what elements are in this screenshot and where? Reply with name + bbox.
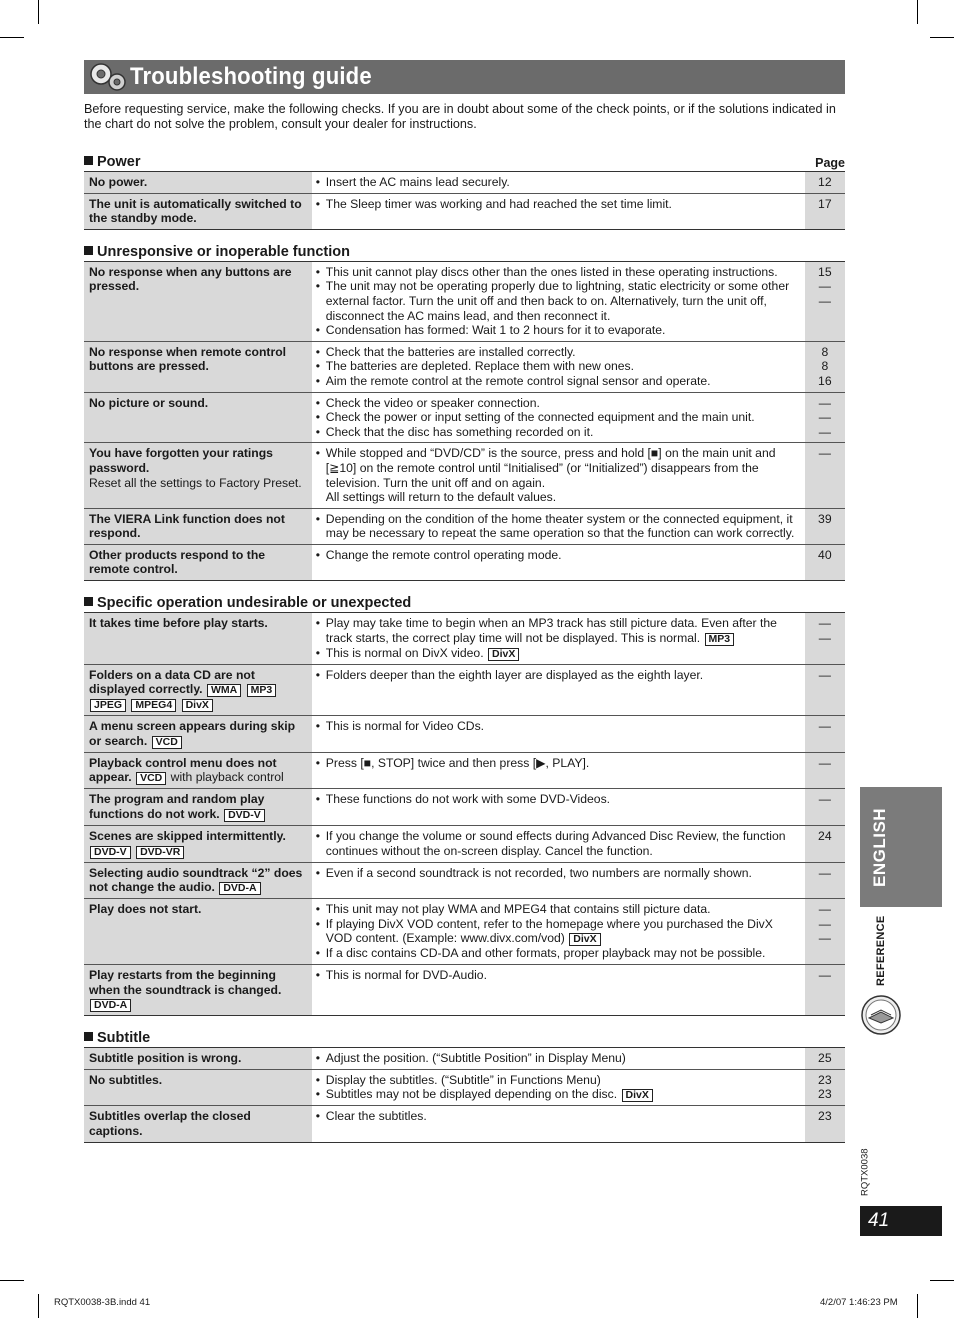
solution-cell <box>312 172 805 194</box>
problem-text: Folders on a data CD are not displayed correctly. <box>89 667 255 697</box>
table-row <box>84 1048 845 1070</box>
page-ref: — <box>818 931 831 946</box>
problem-cell <box>84 261 312 341</box>
square-bullet-icon <box>84 597 93 606</box>
solution-text: This is normal for Video CDs. <box>325 719 485 734</box>
problem-cell <box>84 613 312 665</box>
page-ref-cell <box>805 789 845 826</box>
page-ref: — <box>818 616 831 631</box>
solution-item <box>316 446 800 504</box>
page-ref: 39 <box>818 511 832 526</box>
table-row <box>84 1106 845 1142</box>
gear-icon <box>88 60 128 94</box>
solution-list <box>316 512 800 541</box>
page-column-label: Page <box>815 156 845 170</box>
page-ref: 23 <box>818 1087 832 1102</box>
crop-mark <box>38 1294 39 1318</box>
section-header <box>84 591 845 611</box>
page-ref: — <box>818 902 831 917</box>
solution-text: This unit may not play WMA and MPEG4 that contains still picture data. <box>325 902 711 917</box>
page-ref: — <box>818 719 831 734</box>
problem-cell <box>84 193 312 229</box>
page-ref: 8 <box>821 344 829 359</box>
solution-list <box>316 1109 800 1124</box>
page-ref: — <box>818 667 831 682</box>
solution-cell <box>312 716 805 753</box>
solution-item <box>316 1087 800 1102</box>
page-ref: — <box>818 792 831 807</box>
solution-item <box>316 1109 800 1124</box>
page-ref: — <box>818 279 831 294</box>
problem-text: No response when any buttons are pressed. <box>89 264 292 294</box>
solution-cell <box>312 965 805 1016</box>
table-row <box>84 965 845 1016</box>
disc-format-tag: MP3 <box>705 633 735 646</box>
page-ref: 23 <box>818 1109 832 1124</box>
solution-text: Condensation has formed: Wait 1 to 2 hours for it to evaporate. <box>325 323 666 338</box>
table-row <box>84 341 845 392</box>
section-title-text: Specific operation undesirable or unexpected <box>97 595 412 612</box>
problem-cell <box>84 752 312 789</box>
page-ref: 15 <box>818 264 832 279</box>
solution-item <box>316 792 800 807</box>
problem-cell <box>84 664 312 716</box>
page-ref: — <box>818 865 831 880</box>
solution-text: Adjust the position. (“Subtitle Position” in Display Menu) <box>325 1051 626 1066</box>
solution-text: This unit cannot play discs other than the ones listed in these operating instructions. <box>325 264 778 279</box>
solution-list <box>316 829 800 858</box>
page-ref-cell <box>805 664 845 716</box>
troubleshooting-content <box>84 150 845 1143</box>
problem-cell <box>84 1106 312 1142</box>
page-ref-cell <box>805 341 845 392</box>
solution-list <box>316 175 800 190</box>
page-ref: — <box>818 410 831 425</box>
crop-mark <box>930 37 954 38</box>
problem-text: Subtitle position is wrong. <box>89 1051 242 1066</box>
solution-text: If you change the volume or sound effects during Advanced Disc Review, the function continues without the on-screen display. Cancel the function. <box>325 829 786 858</box>
page-ref-cell <box>805 261 845 341</box>
section-header <box>84 240 845 260</box>
page-ref: — <box>818 395 831 410</box>
solution-text: Clear the subtitles. <box>325 1109 427 1124</box>
solution-list <box>316 616 800 661</box>
page-ref-cell <box>805 716 845 753</box>
solution-text: If a disc contains CD-DA and other formats, proper playback may not be possible. <box>325 946 766 961</box>
problem-text: Subtitles overlap the closed captions. <box>89 1109 251 1138</box>
disc-format-tag: JPEG <box>90 699 126 712</box>
problem-text: The unit is automatically switched to the standby mode. <box>89 196 302 226</box>
table-row <box>84 613 845 665</box>
solution-cell <box>312 664 805 716</box>
table-row <box>84 862 845 899</box>
problem-cell <box>84 508 312 544</box>
solution-cell <box>312 443 805 508</box>
solution-item <box>316 425 800 440</box>
table-row <box>84 443 845 508</box>
table-row <box>84 261 845 341</box>
table-row <box>84 752 845 789</box>
problem-text: No power. <box>89 175 148 189</box>
solution-list <box>316 902 800 961</box>
problem-note: Reset all the settings to Factory Preset. <box>89 475 302 490</box>
solution-list <box>316 1051 800 1066</box>
section-header <box>84 1026 845 1046</box>
problem-cell <box>84 172 312 194</box>
problem-text: It takes time before play starts. <box>89 616 268 631</box>
solution-list <box>316 197 800 212</box>
page-title: Troubleshooting guide <box>130 63 372 90</box>
disc-format-tag: DVD-A <box>219 882 260 895</box>
table-row <box>84 508 845 544</box>
disc-format-tag: DivX <box>569 933 600 946</box>
troubleshooting-table <box>84 1047 845 1142</box>
solution-item <box>316 946 800 961</box>
page-ref-cell <box>805 1106 845 1142</box>
disc-format-tag: WMA <box>207 684 241 697</box>
page-ref: — <box>818 446 831 461</box>
disc-format-tag: MP3 <box>247 684 277 697</box>
disc-format-tag: MPEG4 <box>131 699 176 712</box>
solution-list <box>316 548 800 563</box>
solution-text: Folders deeper than the eighth layer are displayed as the eighth layer. <box>325 667 704 682</box>
page-ref: 40 <box>818 547 832 562</box>
disc-format-tag: DVD-VR <box>136 846 184 859</box>
problem-text: The VIERA Link function does not respond. <box>89 511 285 541</box>
page-ref: 24 <box>818 829 832 844</box>
problem-cell <box>84 862 312 899</box>
solution-item <box>316 866 800 881</box>
page-ref-cell <box>805 752 845 789</box>
page-ref: 23 <box>818 1072 832 1087</box>
page-ref: — <box>818 968 831 982</box>
crop-mark <box>0 1280 24 1281</box>
page-ref: 16 <box>818 373 832 388</box>
solution-item <box>316 917 800 947</box>
crop-mark <box>930 1280 954 1281</box>
problem-text: Other products respond to the remote control. <box>89 547 266 577</box>
solution-cell <box>312 1048 805 1070</box>
solution-cell <box>312 193 805 229</box>
problem-text: Selecting audio soundtrack “2” does not change the audio. <box>89 865 303 895</box>
problem-cell <box>84 341 312 392</box>
solution-cell <box>312 1106 805 1142</box>
table-row <box>84 899 845 965</box>
crop-mark <box>0 37 24 38</box>
solution-item <box>316 1073 800 1088</box>
problem-cell <box>84 1048 312 1070</box>
section-title-text: Subtitle <box>97 1030 151 1047</box>
problem-text: No response when remote control buttons are pressed. <box>89 344 287 374</box>
solution-cell <box>312 899 805 965</box>
solution-cell <box>312 613 805 665</box>
solution-text: These functions do not work with some DVD-Videos. <box>325 792 611 807</box>
problem-cell <box>84 443 312 508</box>
page-ref-cell <box>805 862 845 899</box>
solution-cell <box>312 862 805 899</box>
solution-list <box>316 1073 800 1103</box>
language-label: ENGLISH <box>870 807 889 887</box>
problem-text: Play restarts from the beginning when the soundtrack is changed. <box>89 968 282 997</box>
solution-text: Press [■, STOP] twice and then press [▶, PLAY]. <box>325 755 590 770</box>
solution-text: Display the subtitles. (“Subtitle” in Functions Menu) <box>325 1072 601 1087</box>
solution-list <box>316 866 800 881</box>
problem-cell <box>84 1069 312 1106</box>
page-ref-cell <box>805 1069 845 1106</box>
page-ref: — <box>818 293 831 308</box>
solution-item <box>316 197 800 212</box>
problem-text: Playback control menu does not appear. <box>89 755 277 785</box>
problem-cell <box>84 789 312 826</box>
solution-item <box>316 902 800 917</box>
solution-item <box>316 396 800 411</box>
problem-text: Play does not start. <box>89 902 202 917</box>
table-row <box>84 789 845 826</box>
solution-text: The Sleep timer was working and had reached the set time limit. <box>325 196 672 211</box>
troubleshooting-table <box>84 612 845 1016</box>
disc-format-tag: DivX <box>488 648 519 661</box>
page-ref-cell <box>805 392 845 443</box>
solution-item <box>316 1051 800 1066</box>
solution-item <box>316 829 800 858</box>
solution-text: Play may take time to begin when an MP3 track has still picture data. Even after the track starts, the correct play time will not be displayed. This is normal. <box>325 616 777 645</box>
solution-list <box>316 265 800 338</box>
solution-text: The unit may not be operating properly due to lightning, static electricity or some other external factor. Turn the unit off and then back to on. Alternatively, turn the unit off, disconnect the AC mains lead, and then reconnect it. <box>325 279 790 323</box>
troubleshooting-table <box>84 261 845 581</box>
square-bullet-icon <box>84 1032 93 1041</box>
solution-item <box>316 719 800 734</box>
solution-cell <box>312 789 805 826</box>
intro-text: Before requesting service, make the following checks. If you are in doubt about some of the check points, or if the solutions indicated in the chart do not solve the problem, consult your dealer for instructions. <box>84 102 836 131</box>
section-title <box>84 595 411 611</box>
solution-list <box>316 345 800 389</box>
disc-format-tag: DVD-V <box>90 846 131 859</box>
solution-text: Subtitles may not be displayed depending on the disc. <box>325 1087 618 1102</box>
crop-mark <box>38 0 39 24</box>
page-ref: 12 <box>818 175 832 189</box>
table-row <box>84 716 845 753</box>
table-row <box>84 193 845 229</box>
solution-cell <box>312 752 805 789</box>
solution-text: The batteries are depleted. Replace them with new ones. <box>325 359 635 374</box>
table-row <box>84 664 845 716</box>
problem-text: No subtitles. <box>89 1072 163 1087</box>
square-bullet-icon <box>84 246 93 255</box>
footer-file: RQTX0038-3B.indd 41 <box>54 1297 151 1308</box>
solution-item <box>316 512 800 541</box>
solution-cell <box>312 508 805 544</box>
solution-item <box>316 374 800 389</box>
solution-item <box>316 646 800 661</box>
page-ref: — <box>818 755 831 770</box>
solution-list <box>316 446 800 504</box>
disc-format-tag: DivX <box>622 1089 653 1102</box>
table-row <box>84 544 845 580</box>
book-icon <box>860 994 902 1036</box>
solution-item <box>316 345 800 360</box>
solution-text: Depending on the condition of the home theater system or the connected equipment, it may be necessary to repeat the same operation so that the function can work correctly. <box>325 511 795 541</box>
solution-item <box>316 279 800 323</box>
solution-item <box>316 548 800 563</box>
solution-item <box>316 968 800 983</box>
page-ref-cell <box>805 443 845 508</box>
page-ref-cell <box>805 1048 845 1070</box>
crop-mark <box>917 0 918 24</box>
solution-item <box>316 668 800 683</box>
solution-list <box>316 756 800 771</box>
problem-text: No picture or sound. <box>89 395 209 410</box>
solution-text: This is normal on DivX video. <box>325 645 484 660</box>
solution-cell <box>312 392 805 443</box>
problem-cell <box>84 544 312 580</box>
footer-date: 4/2/07 1:46:23 PM <box>820 1297 898 1308</box>
page-ref-cell <box>805 172 845 194</box>
solution-item <box>316 359 800 374</box>
page-ref: — <box>818 916 831 931</box>
solution-list <box>316 396 800 440</box>
solution-text: Even if a second soundtrack is not recorded, two numbers are normally shown. <box>325 865 752 880</box>
solution-text: Change the remote control operating mode. <box>325 547 562 562</box>
table-row <box>84 826 845 863</box>
solution-item <box>316 323 800 338</box>
crop-mark <box>917 1294 918 1318</box>
disc-format-tag: DVD-A <box>90 999 131 1012</box>
solution-cell <box>312 544 805 580</box>
title-bar <box>84 60 845 94</box>
solution-list <box>316 792 800 807</box>
solution-text: Check the video or speaker connection. <box>325 395 540 410</box>
problem-cell <box>84 965 312 1016</box>
disc-format-tag: VCD <box>152 736 182 749</box>
problem-text: A menu screen appears during skip or search. <box>89 719 296 748</box>
problem-cell <box>84 899 312 965</box>
solution-text: Check the power or input setting of the connected equipment and the main unit. <box>325 410 755 425</box>
solution-text: Aim the remote control at the remote control signal sensor and operate. <box>325 373 711 388</box>
problem-cell <box>84 716 312 753</box>
page-ref-cell <box>805 613 845 665</box>
problem-text: The program and random play functions do not work. <box>89 792 265 822</box>
solution-cell <box>312 341 805 392</box>
solution-text: This is normal for DVD-Audio. <box>325 968 487 982</box>
table-row <box>84 172 845 194</box>
solution-list <box>316 719 800 734</box>
page-ref: 25 <box>818 1051 832 1066</box>
page-ref: — <box>818 424 831 439</box>
problem-text: You have forgotten your ratings password. <box>89 446 273 475</box>
page-ref: 17 <box>818 196 832 211</box>
solution-text: While stopped and “DVD/CD” is the source, press and hold [■] on the main unit and [≧10] on the remote control until “Initialised” (or “Initialized”) disappears from the television. Turn the unit off and on again. All settings will return to the default values. <box>325 446 776 505</box>
page-ref-cell <box>805 544 845 580</box>
disc-format-tag: VCD <box>136 772 166 785</box>
section-header <box>84 150 845 170</box>
solution-item <box>316 616 800 646</box>
page-ref: 8 <box>821 359 829 374</box>
table-row <box>84 1069 845 1106</box>
problem-cell <box>84 392 312 443</box>
solution-cell <box>312 826 805 863</box>
reference-label: REFERENCE <box>875 915 887 987</box>
page-ref-cell <box>805 193 845 229</box>
problem-text: Scenes are skipped intermittently. <box>89 829 286 844</box>
solution-text: Check that the disc has something recorded on it. <box>325 424 594 439</box>
section-title-text: Power <box>97 154 141 170</box>
page-ref-cell <box>805 826 845 863</box>
page-ref: — <box>818 630 831 645</box>
document-code: RQTX0038 <box>859 1148 871 1196</box>
page-ref-cell <box>805 965 845 1016</box>
section-title <box>84 1030 150 1046</box>
troubleshooting-table <box>84 171 845 230</box>
solution-text: If playing DivX VOD content, refer to the homepage where you purchased the DivX VOD content. (Example: www.divx.com/vod) <box>325 916 773 946</box>
section-title <box>84 244 350 260</box>
disc-format-tag: DVD-V <box>224 809 265 822</box>
solution-list <box>316 968 800 983</box>
solution-text: Insert the AC mains lead securely. <box>325 175 510 189</box>
solution-item <box>316 410 800 425</box>
page-ref-cell <box>805 508 845 544</box>
solution-cell <box>312 1069 805 1106</box>
section-title-text: Unresponsive or inoperable function <box>97 243 350 260</box>
page-number: 41 <box>860 1206 942 1236</box>
solution-text: Check that the batteries are installed correctly. <box>325 344 576 359</box>
solution-cell <box>312 261 805 341</box>
problem-note: with playback control <box>170 770 284 785</box>
page-ref-cell <box>805 899 845 965</box>
problem-cell <box>84 826 312 863</box>
square-bullet-icon <box>84 156 93 165</box>
solution-item <box>316 265 800 280</box>
solution-list <box>316 668 800 683</box>
disc-format-tag: DivX <box>182 699 213 712</box>
section-title <box>84 154 141 170</box>
solution-item <box>316 756 800 771</box>
table-row <box>84 392 845 443</box>
solution-item <box>316 175 800 190</box>
